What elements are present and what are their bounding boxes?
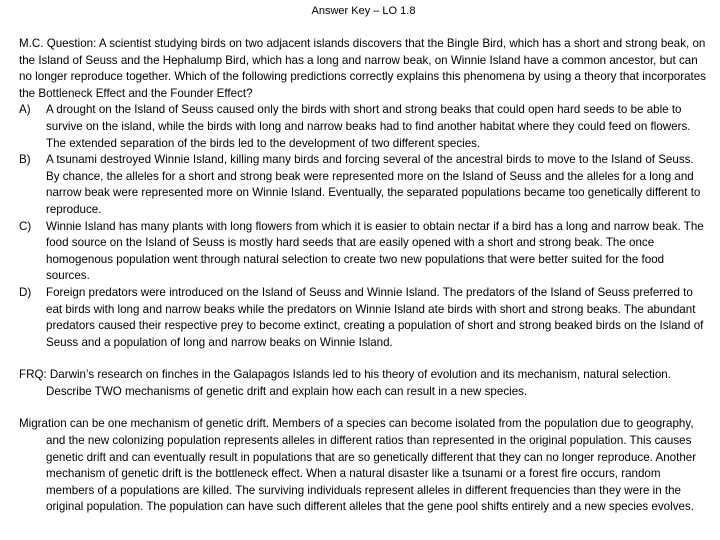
choice-text: Winnie Island has many plants with long flowers from which it is easier to obtain nectar if a bird has a long and narrow beak. The food source on the Island of Seuss is mostly hard seeds that are easily opened with a short and strong beak. The once homogenous population went through natural selection to create two new populations that were better suited for the food sources. — [46, 219, 704, 283]
mc-question: M.C. Question: A scientist studying birds on two adjacent islands discovers that the Bingle Bird, which has a short and strong beak, on the Island of Seuss and the Hephalump Bird, which has a long and narrow beak, on Winnie Island have a common ancestor, but can no longer reproduce together. Which of the following predictions correctly explains this phenomena by using a theory that incorporates the Bottleneck Effect and the Founder Effect? — [19, 37, 707, 100]
answer-choice-c — [19, 219, 708, 285]
choice-letter: C) — [19, 219, 32, 233]
choice-letter: D) — [19, 285, 32, 299]
frq-question: FRQ: Darwin’s research on finches in the Galapagos Islands led to his theory of evolution and its mechanism, natural selection. Describe TWO mechanisms of genetic drift and explain how each can result in a new species. — [19, 368, 671, 398]
choice-text: A tsunami destroyed Winnie Island, killing many birds and forcing several of the ancestral birds to move to the Island of Seuss. By chance, the alleles for a short and strong beak were represented more on the Island of Seuss and the alleles for a long and narrow beak were represented more on Winnie Island. Eventually, the separated populations became too genetically different to reproduce. — [46, 153, 701, 216]
answer-choice-a — [19, 102, 708, 152]
section-spacer — [19, 400, 708, 416]
answer-choice-b — [19, 152, 708, 218]
choice-letter: B) — [19, 153, 31, 167]
choice-text: A drought on the Island of Seuss caused only the birds with short and strong beaks that could open hard seeds to be able to survive on the island, while the birds with long and narrow beaks had to find another habitat where they could feed on flowers. The extended separation of the birds led to the development of two different species. — [46, 103, 691, 150]
choice-letter: A) — [19, 103, 31, 117]
frq-answer: Migration can be one mechanism of genetic drift. Members of a species can become isolated from the population due to geography, and the new colonizing population represents alleles in different ratios than represented in the original population. This causes genetic drift and can eventually result in populations that are so genetically different that they can no longer reproduce. Another mechanism of genetic drift is the bottleneck effect. When a natural disaster like a tsunami or a forest fire occurs, random members of a populations are killed. The surviving individuals represent alleles in different frequencies than they were in the original population. The population can have such different alleles that the gene pool shifts entirely and a new species evolves. — [19, 417, 697, 514]
section-spacer — [19, 351, 708, 367]
page-title: Answer Key – LO 1.8 — [311, 5, 416, 17]
choice-text: Foreign predators were introduced on the Island of Seuss and Winnie Island. The predators of the Island of Seuss preferred to eat birds with long and narrow beaks while the predators on Winnie Island ate birds with short and strong beaks. The abundant predators caused their respective prey to become extinct, creating a population of short and strong beaked birds on the Island of Seuss and a population of long and narrow beaks on Winnie Island. — [46, 285, 704, 349]
answer-choice-d — [19, 285, 708, 351]
